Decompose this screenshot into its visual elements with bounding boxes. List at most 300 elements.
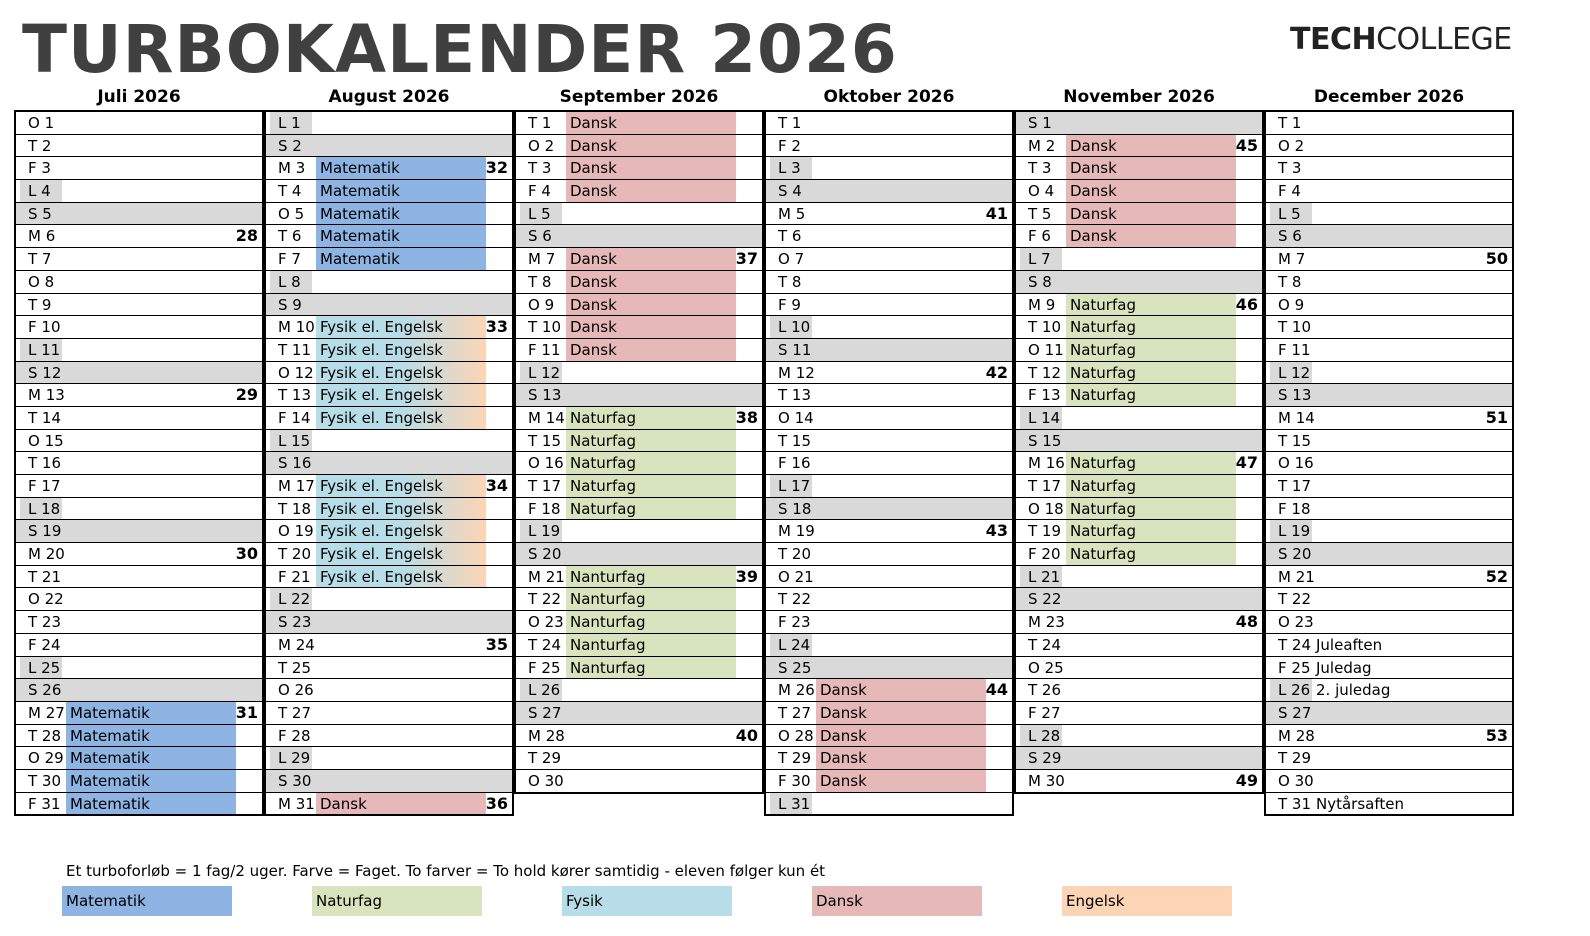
day-label: O 9 [528,295,555,314]
day-label: T 8 [778,272,802,291]
day-label: T 2 [28,136,52,155]
day-label: T 1 [778,114,802,132]
day-row [1016,520,1262,543]
day-label: F 16 [778,454,811,473]
day-label: F 2 [778,136,801,155]
day-row [516,498,762,521]
week-number: 43 [985,521,1008,541]
day-row [266,611,512,634]
day-row [1016,430,1262,453]
subject-cell: Fysik el. Engelsk [316,384,486,406]
day-row [266,430,512,453]
day-label: S 16 [270,452,312,474]
day-row [766,203,1012,226]
day-row [1016,747,1262,770]
day-label: T 24 [1278,635,1312,654]
day-row [1016,135,1262,158]
day-label: T 22 [528,590,562,609]
day-label: F 31 [28,794,61,813]
subject-cell: Matematik [316,248,486,270]
day-row [1266,248,1512,271]
week-number: 42 [985,362,1008,382]
day-row [1016,225,1262,248]
subject-cell: Fysik el. Engelsk [316,543,486,565]
day-label: L 15 [270,430,312,452]
legend-item: Matematik [62,886,232,916]
day-label: M 19 [778,522,815,541]
day-label: F 17 [28,477,61,495]
day-row [766,225,1012,248]
day-row [516,384,762,407]
week-number: 40 [735,725,758,745]
day-row [516,725,762,748]
holiday-label: Nytårsaften [1316,794,1404,813]
day-label: F 27 [1028,703,1061,722]
day-label: O 16 [1278,454,1314,473]
month-name: September 2026 [559,87,719,107]
day-row [516,180,762,203]
day-row [16,362,262,385]
day-label: O 8 [28,272,55,291]
day-row [766,634,1012,657]
day-row [16,475,262,498]
day-row [766,725,1012,748]
week-number: 44 [985,680,1008,700]
day-row [766,112,1012,135]
day-label: M 10 [278,318,315,337]
day-label: T 1 [1278,114,1302,132]
day-row [1266,339,1512,362]
day-label: F 24 [28,635,61,654]
techcollege-logo [1290,22,1512,57]
day-label: S 26 [20,679,62,701]
subject-cell: Dansk [1066,180,1236,202]
day-label: M 2 [1028,136,1056,155]
day-row [1016,770,1262,793]
subject-cell: Dansk [816,725,986,747]
day-label: M 28 [528,726,565,745]
day-label: S 9 [270,294,312,316]
day-label: S 13 [1270,384,1312,406]
day-label: T 13 [278,386,312,405]
day-label: S 2 [270,135,312,157]
day-label: T 26 [1028,681,1062,700]
subject-cell: Matematik [66,702,236,724]
day-label: M 23 [1028,613,1065,632]
day-label: S 22 [1020,588,1062,610]
day-row [1266,135,1512,158]
day-row [1016,407,1262,430]
subject-cell: Matematik [66,747,236,769]
day-label: F 28 [278,726,311,745]
day-label: S 29 [1020,747,1062,769]
day-label: O 4 [1028,182,1055,201]
day-row [516,747,762,770]
subject-cell: Dansk [566,339,736,361]
day-row [16,702,262,725]
page-title: TURBOKALENDER 2026 [22,11,898,88]
week-number: 50 [1485,249,1508,269]
day-label: L 14 [1020,407,1062,429]
day-label: O 2 [528,136,555,155]
day-row [266,384,512,407]
day-label: T 3 [528,159,552,178]
day-label: T 9 [28,295,52,314]
day-label: T 8 [528,272,552,291]
subject-cell: Naturfag [566,407,736,429]
subject-cell: Nanturfag [566,657,736,679]
legend-item: Engelsk [1062,886,1232,916]
day-label: T 29 [528,749,562,768]
day-label: T 23 [28,613,62,632]
day-row [516,611,762,634]
day-row [1266,180,1512,203]
day-label: O 25 [1028,658,1064,677]
day-row [766,407,1012,430]
day-label: T 10 [528,318,562,337]
day-label: S 6 [1270,225,1312,247]
subject-cell: Matematik [316,157,486,179]
day-list [14,110,264,816]
day-label: S 15 [1020,430,1062,452]
day-label: T 20 [778,545,812,564]
day-label: O 18 [1028,499,1064,518]
day-label: M 21 [528,567,565,586]
week-number: 30 [235,544,258,564]
day-label: S 20 [520,543,562,565]
day-label: M 7 [1278,250,1306,269]
day-label: S 25 [770,657,812,679]
day-row [766,430,1012,453]
day-list [1264,110,1514,816]
day-label: T 20 [278,545,312,564]
day-label: M 14 [1278,408,1315,427]
day-label: O 11 [1028,340,1064,359]
day-label: T 22 [778,590,812,609]
day-label: T 21 [28,567,62,586]
day-row [766,520,1012,543]
day-label: F 13 [1028,386,1061,405]
day-list [514,110,764,794]
week-number: 48 [1235,612,1258,632]
day-row [516,362,762,385]
week-number: 35 [485,634,508,654]
day-label: L 19 [520,520,562,542]
day-row [766,294,1012,317]
month-column [264,86,514,816]
day-label: T 6 [778,227,802,246]
day-label: F 18 [528,499,561,518]
day-row [1266,430,1512,453]
subject-cell: Fysik el. Engelsk [316,475,486,497]
day-label: L 25 [20,657,62,679]
day-row [16,725,262,748]
day-label: M 13 [28,386,65,405]
day-row [266,112,512,135]
subject-cell: Fysik el. Engelsk [316,498,486,520]
week-number: 41 [985,203,1008,223]
day-row [16,611,262,634]
legend-item: Fysik [562,886,732,916]
day-row [516,271,762,294]
day-row [1266,679,1512,702]
day-row [16,339,262,362]
day-row [766,384,1012,407]
day-label: O 12 [278,363,314,382]
subject-cell: Fysik el. Engelsk [316,339,486,361]
day-label: O 23 [1278,613,1314,632]
day-row [1266,588,1512,611]
day-label: T 10 [1028,318,1062,337]
day-row [16,498,262,521]
day-row [266,657,512,680]
day-row [1266,793,1512,816]
day-label: M 16 [1028,454,1065,473]
subject-cell: Dansk [1066,225,1236,247]
day-row [266,543,512,566]
subject-cell: Dansk [566,316,736,338]
day-label: F 30 [778,771,811,790]
day-row [516,316,762,339]
day-row [266,407,512,430]
day-list [264,110,514,816]
day-row [516,588,762,611]
subject-cell: Nanturfag [566,634,736,656]
day-row [516,294,762,317]
day-row [1266,203,1512,226]
subject-cell: Dansk [566,135,736,157]
day-label: T 3 [1278,159,1302,178]
day-label: O 2 [1278,136,1305,155]
day-row [16,520,262,543]
day-row [266,316,512,339]
day-row [1016,702,1262,725]
day-label: T 24 [1028,635,1062,654]
day-row [516,112,762,135]
day-label: T 7 [28,250,52,269]
day-row [266,498,512,521]
day-row [16,135,262,158]
week-number: 32 [485,158,508,178]
day-label: M 12 [778,363,815,382]
day-label: T 13 [778,386,812,405]
day-label: S 6 [520,225,562,247]
day-row [1016,294,1262,317]
day-label: T 29 [778,749,812,768]
subject-cell: Fysik el. Engelsk [316,362,486,384]
day-row [766,793,1012,816]
day-label: L 26 [1270,679,1312,701]
week-number: 29 [235,385,258,405]
day-row [16,225,262,248]
day-row [1266,657,1512,680]
day-row [266,203,512,226]
day-row [766,679,1012,702]
day-label: M 28 [1278,726,1315,745]
day-label: T 8 [1278,272,1302,291]
subject-cell: Matematik [66,770,236,792]
day-row [1266,566,1512,589]
day-row [1266,225,1512,248]
day-label: F 14 [278,408,311,427]
day-row [1016,452,1262,475]
subject-cell: Fysik el. Engelsk [316,566,486,588]
day-row [516,339,762,362]
day-label: F 4 [528,182,551,201]
day-label: O 9 [1278,295,1305,314]
week-number: 31 [235,702,258,722]
day-row [766,702,1012,725]
day-row [1266,452,1512,475]
day-row [516,657,762,680]
day-row [1016,316,1262,339]
subject-cell: Naturfag [1066,339,1236,361]
day-label: F 25 [528,658,561,677]
day-label: M 27 [28,703,65,722]
logo-light: COLLEGE [1376,22,1512,57]
subject-cell: Fysik el. Engelsk [316,316,486,338]
day-row [766,271,1012,294]
day-label: T 28 [28,726,62,745]
day-label: F 21 [278,567,311,586]
day-row [1016,611,1262,634]
day-row [1266,747,1512,770]
day-row [1016,248,1262,271]
day-row [516,452,762,475]
day-row [516,520,762,543]
day-row [1266,770,1512,793]
day-row [16,316,262,339]
day-row [266,770,512,793]
day-label: T 24 [528,635,562,654]
day-row [1016,180,1262,203]
day-row [766,657,1012,680]
day-row [516,475,762,498]
day-label: L 21 [1020,566,1062,588]
day-label: S 18 [770,498,812,520]
day-label: L 12 [1270,362,1312,384]
day-label: M 6 [28,227,56,246]
day-row [516,407,762,430]
day-label: F 6 [1028,227,1051,246]
day-row [1016,339,1262,362]
month-column [14,86,264,816]
day-row [516,430,762,453]
week-number: 34 [485,476,508,495]
day-label: T 4 [278,182,302,201]
day-row [766,747,1012,770]
day-label: T 15 [778,431,812,450]
day-label: O 30 [528,771,564,790]
day-row [516,543,762,566]
subject-cell: Fysik el. Engelsk [316,520,486,542]
day-label: L 12 [520,362,562,384]
subject-cell: Dansk [566,180,736,202]
week-number: 51 [1485,407,1508,427]
day-label: L 17 [770,475,812,497]
day-row [1016,498,1262,521]
day-row [1016,634,1262,657]
month-column [514,86,764,794]
subject-cell: Naturfag [1066,294,1236,316]
subject-cell: Dansk [816,702,986,724]
day-label: T 3 [1028,159,1052,178]
day-label: S 19 [20,520,62,542]
subject-cell: Naturfag [1066,543,1236,565]
day-label: F 25 [1278,658,1311,677]
subject-cell: Naturfag [1066,475,1236,497]
day-row [16,271,262,294]
logo-bold: TECH [1290,22,1377,57]
subject-cell: Naturfag [566,452,736,474]
day-row [1266,475,1512,498]
holiday-label: 2. juledag [1316,681,1391,700]
day-row [16,566,262,589]
day-row [766,316,1012,339]
day-row [516,566,762,589]
day-row [766,475,1012,498]
week-number: 47 [1235,453,1258,473]
day-label: O 30 [1278,771,1314,790]
subject-cell: Nanturfag [566,566,736,588]
day-row [1016,543,1262,566]
day-row [766,362,1012,385]
day-label: L 1 [270,112,312,134]
day-row [1016,362,1262,385]
day-row [266,793,512,816]
day-label: S 5 [20,203,62,225]
day-row [1266,702,1512,725]
footnote: Et turboforløb = 1 fag/2 uger. Farve = Faget. To farver = To hold kører samtidig - eleven følger kun ét [66,862,826,880]
day-row [266,248,512,271]
week-number: 36 [485,793,508,813]
day-label: O 29 [28,749,64,768]
day-row [16,657,262,680]
day-label: O 15 [28,431,64,450]
day-row [266,180,512,203]
day-label: O 28 [778,726,814,745]
day-row [16,588,262,611]
day-row [1266,498,1512,521]
day-row [266,362,512,385]
day-row [766,135,1012,158]
week-number: 49 [1235,770,1258,790]
day-row [1016,271,1262,294]
day-label: L 29 [270,747,312,769]
day-row [766,588,1012,611]
day-row [266,702,512,725]
day-label: T 25 [278,658,312,677]
day-label: T 18 [278,499,312,518]
day-row [1266,112,1512,135]
day-label: M 5 [778,204,806,223]
day-row [16,384,262,407]
subject-cell: Naturfag [1066,498,1236,520]
day-label: T 15 [1278,431,1312,450]
day-row [766,566,1012,589]
day-row [16,112,262,135]
day-row [266,634,512,657]
day-row [266,225,512,248]
day-label: T 31 [1278,794,1312,813]
legend-item: Dansk [812,886,982,916]
day-label: O 21 [778,567,814,586]
day-label: F 9 [778,295,801,314]
week-number: 33 [485,317,508,337]
day-row [1016,725,1262,748]
day-row [266,294,512,317]
day-label: S 12 [20,362,62,384]
